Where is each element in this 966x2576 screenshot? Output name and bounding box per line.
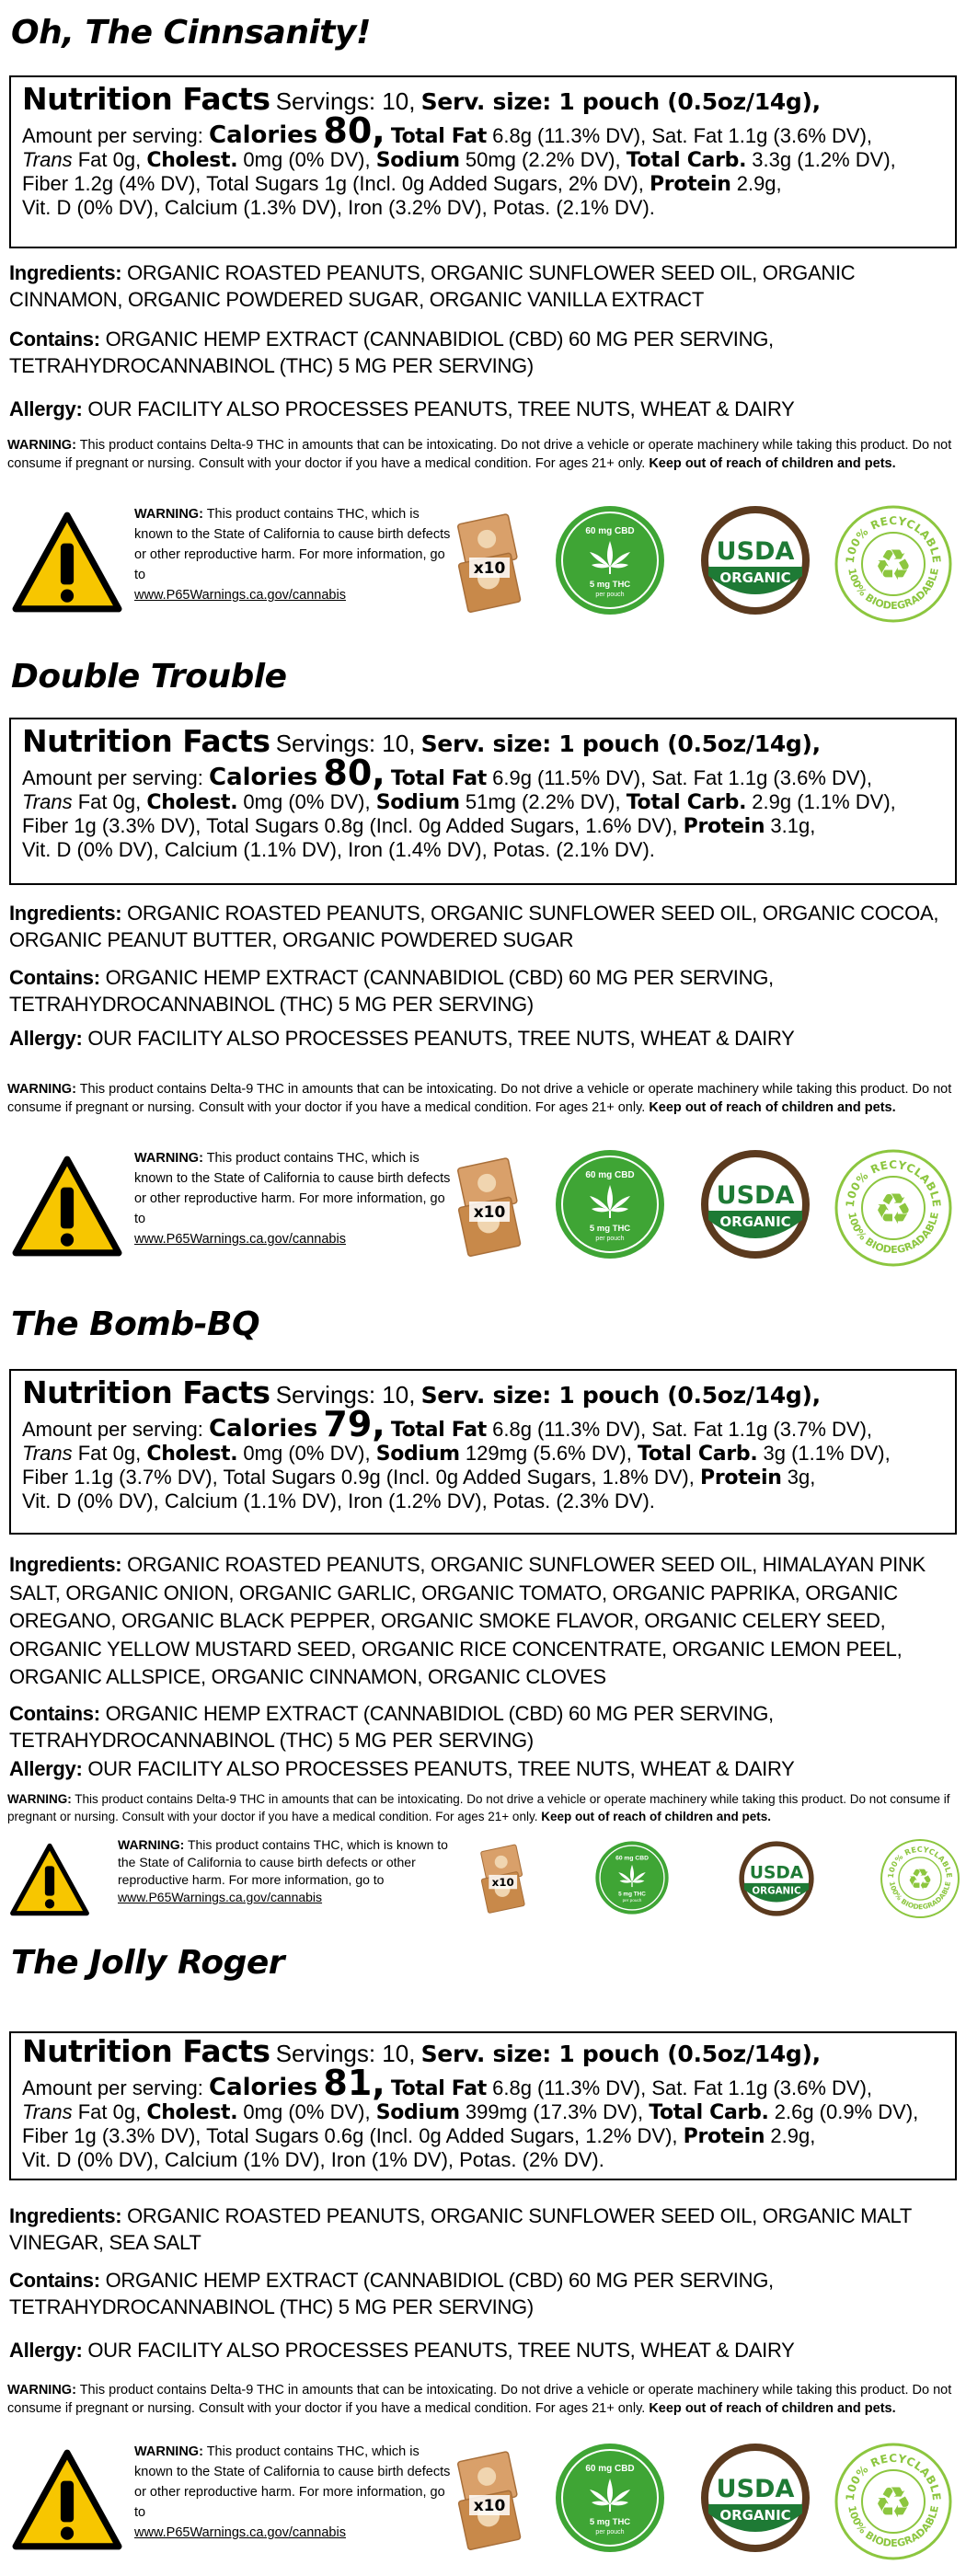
svg-text:♻: ♻ xyxy=(874,540,913,590)
svg-text:USDA: USDA xyxy=(716,537,795,566)
servings: Servings: 10, xyxy=(275,87,416,115)
svg-text:ORGANIC: ORGANIC xyxy=(719,569,791,586)
warning-triangle-icon xyxy=(11,1154,123,1259)
usda-organic-badge xyxy=(699,2442,811,2554)
nutrition-line-3: Fiber 1.2g (4% DV), Total Sugars 1g (Incl. 0g Added Sugars, 2% DV), Protein 2.9g, xyxy=(22,172,782,196)
badge-row xyxy=(0,1144,966,1273)
nutrition-line-3: Fiber 1.1g (3.7% DV), Total Sugars 0.9g (Incl. 0g Added Sugars, 1.8% DV), Protein 3g, xyxy=(22,1466,816,1489)
cbd-thc-badge xyxy=(554,1148,666,1260)
svg-text:x10: x10 xyxy=(491,1875,514,1889)
serving-size: Serv. size: 1 pouch (0.5oz/14g), xyxy=(420,730,821,757)
nutrition-line-2: Trans Fat 0g, Cholest. 0mg (0% DV), Sodium 399mg (17.3% DV), Total Carb. 2.6g (0.9% DV), xyxy=(22,2100,919,2124)
product-title: Double Trouble xyxy=(11,658,287,696)
svg-text:ORGANIC: ORGANIC xyxy=(719,2507,791,2524)
ingredients: Ingredients: ORGANIC ROASTED PEANUTS, ORGANIC SUNFLOWER SEED OIL, HIMALAYAN PINK SALT, ORGANIC ONION, ORGANIC GARLIC, ORGANIC TOMATO, ORGANIC PAPRIKA, ORGANIC OREGANO, ORGANIC BLACK PEPPER, ORGANIC SMOKE FLAVOR, ORGANIC CELERY SEED, ORGANIC YELLOW MUSTARD SEED, ORGANIC RICE CONCENTRATE, ORGANIC LEMON PEEL, ORGANIC ALLSPICE, ORGANIC CINNAMON, ORGANIC CLOVES xyxy=(9,1553,926,1688)
nutrition-line-calories: Amount per serving: Calories 79, Total Fat 6.8g (11.3% DV), Sat. Fat 1.1g (3.7% DV), xyxy=(22,1404,873,1444)
ingredients: Ingredients: ORGANIC ROASTED PEANUTS, ORGANIC SUNFLOWER SEED OIL, ORGANIC COCOA, ORGANIC PEANUT BUTTER, ORGANIC POWDERED SUGAR xyxy=(9,902,939,951)
svg-text:100% RECYCLABLE: 100% RECYCLABLE xyxy=(843,1157,944,1208)
usda-organic-badge xyxy=(738,1840,815,1917)
svg-text:per pouch: per pouch xyxy=(595,592,625,598)
svg-text:5 mg THC: 5 mg THC xyxy=(589,1224,631,1234)
prop65-warning: WARNING: This product contains THC, which is known to the State of California to cause birth defects or other reproductive harm. For more information, go to www.P65Warnings.ca.gov/cannabis xyxy=(134,1151,451,1247)
nutrition-line-4: Vit. D (0% DV), Calcium (1.1% DV), Iron (1.2% DV), Potas. (2.3% DV). xyxy=(22,1489,655,1512)
nutrition-line-calories: Amount per serving: Calories 81, Total Fat 6.8g (11.3% DV), Sat. Fat 1.1g (3.6% DV), xyxy=(22,2063,873,2103)
servings: Servings: 10, xyxy=(275,730,416,757)
nutrition-line-4: Vit. D (0% DV), Calcium (1.3% DV), Iron (3.2% DV), Potas. (2.1% DV). xyxy=(22,196,655,219)
nutrition-facts-title: Nutrition Facts xyxy=(22,1374,270,1410)
nutrition-facts-box xyxy=(9,718,957,885)
usda-organic-badge xyxy=(699,504,811,616)
svg-text:5 mg THC: 5 mg THC xyxy=(618,1891,646,1898)
allergy: Allergy: OUR FACILITY ALSO PROCESSES PEANUTS, TREE NUTS, WHEAT & DAIRY xyxy=(9,1027,795,1050)
nutrition-facts-title: Nutrition Facts xyxy=(22,81,270,117)
nutrition-line-3: Fiber 1g (3.3% DV), Total Sugars 0.6g (Incl. 0g Added Sugars, 1.2% DV), Protein 2.9g, xyxy=(22,2124,816,2148)
thc-warning: WARNING: This product contains Delta-9 THC in amounts that can be intoxicating. Do not drive a vehicle or operate machinery while taking this product. Do not consume if pregnant or nursing. Consult with your doctor if you have a medical condition. For ages 21+ only. Keep out of reach of children and pets. xyxy=(7,438,952,471)
cbd-thc-badge xyxy=(594,1840,670,1915)
servings: Servings: 10, xyxy=(275,1381,416,1409)
pouch-x10-icon xyxy=(475,1838,530,1915)
badge-row xyxy=(0,500,966,629)
serving-size: Serv. size: 1 pouch (0.5oz/14g), xyxy=(420,88,821,115)
svg-text:100% RECYCLABLE: 100% RECYCLABLE xyxy=(843,513,944,564)
serving-size: Serv. size: 1 pouch (0.5oz/14g), xyxy=(420,1382,821,1409)
svg-text:ORGANIC: ORGANIC xyxy=(752,1885,801,1897)
badge-row xyxy=(0,1831,966,1919)
recyclable-badge xyxy=(834,504,953,624)
contains: Contains: ORGANIC HEMP EXTRACT (CANNABIDIOL (CBD) 60 MG PER SERVING, TETRAHYDROCANNABINOL (THC) 5 MG PER SERVING) xyxy=(9,328,774,377)
pouch-x10-icon xyxy=(449,506,528,615)
svg-text:per pouch: per pouch xyxy=(622,1898,642,1903)
svg-text:♻: ♻ xyxy=(874,2478,913,2527)
contains: Contains: ORGANIC HEMP EXTRACT (CANNABIDIOL (CBD) 60 MG PER SERVING, TETRAHYDROCANNABINOL (THC) 5 MG PER SERVING) xyxy=(9,2269,774,2318)
recyclable-badge xyxy=(880,1838,960,1919)
calories-value: 80, xyxy=(323,753,385,793)
pouch-x10-icon xyxy=(449,1150,528,1259)
svg-text:100% BIODEGRADABLE: 100% BIODEGRADABLE xyxy=(845,567,941,613)
nutrition-line-4: Vit. D (0% DV), Calcium (1% DV), Iron (1% DV), Potas. (2% DV). xyxy=(22,2148,604,2171)
svg-text:60 mg CBD: 60 mg CBD xyxy=(585,2464,635,2474)
serving-size: Serv. size: 1 pouch (0.5oz/14g), xyxy=(420,2041,821,2067)
pouch-x10-icon xyxy=(449,2444,528,2552)
contains: Contains: ORGANIC HEMP EXTRACT (CANNABIDIOL (CBD) 60 MG PER SERVING, TETRAHYDROCANNABINOL (THC) 5 MG PER SERVING) xyxy=(9,966,774,1016)
svg-text:♻: ♻ xyxy=(907,1863,933,1897)
cbd-thc-badge xyxy=(554,2442,666,2554)
nutrition-facts-box xyxy=(9,75,957,248)
thc-warning: WARNING: This product contains Delta-9 THC in amounts that can be intoxicating. Do not drive a vehicle or operate machinery while taking this product. Do not consume if pregnant or nursing. Consult with your doctor if you have a medical condition. For ages 21+ only. Keep out of reach of children and pets. xyxy=(7,1082,952,1115)
calories-value: 79, xyxy=(323,1404,385,1444)
svg-text:60 mg CBD: 60 mg CBD xyxy=(585,526,635,536)
nutrition-facts-box xyxy=(9,2031,957,2180)
nutrition-facts-header xyxy=(22,1376,944,1413)
product-title: The Jolly Roger xyxy=(11,1944,285,1982)
svg-text:5 mg THC: 5 mg THC xyxy=(589,580,631,590)
allergy: Allergy: OUR FACILITY ALSO PROCESSES PEANUTS, TREE NUTS, WHEAT & DAIRY xyxy=(9,397,795,420)
svg-text:5 mg THC: 5 mg THC xyxy=(589,2517,631,2527)
servings: Servings: 10, xyxy=(275,2040,416,2067)
nutrition-facts-box xyxy=(9,1369,957,1535)
prop65-warning: WARNING: This product contains THC, which is known to the State of California to cause birth defects or other reproductive harm. For more information, go to www.P65Warnings.ca.gov/cannabis xyxy=(134,2444,451,2540)
recyclable-badge xyxy=(834,1148,953,1268)
svg-text:60 mg CBD: 60 mg CBD xyxy=(585,1170,635,1180)
svg-text:100% BIODEGRADABLE: 100% BIODEGRADABLE xyxy=(887,1880,953,1912)
svg-text:♻: ♻ xyxy=(874,1184,913,1234)
nutrition-facts-header xyxy=(22,83,944,120)
nutrition-line-3: Fiber 1g (3.3% DV), Total Sugars 0.8g (Incl. 0g Added Sugars, 1.6% DV), Protein 3.1g, xyxy=(22,814,816,838)
svg-text:ORGANIC: ORGANIC xyxy=(719,1213,791,1230)
thc-warning: WARNING: This product contains Delta-9 THC in amounts that can be intoxicating. Do not drive a vehicle or operate machinery while taking this product. Do not consume if pregnant or nursing. Consult with your doctor if you have a medical condition. For ages 21+ only. Keep out of reach of children and pets. xyxy=(7,1792,950,1823)
svg-text:USDA: USDA xyxy=(716,1181,795,1210)
svg-text:100% BIODEGRADABLE: 100% BIODEGRADABLE xyxy=(845,1211,941,1257)
product-title: The Bomb-BQ xyxy=(11,1305,260,1343)
nutrition-facts-title: Nutrition Facts xyxy=(22,2033,270,2069)
ingredients: Ingredients: ORGANIC ROASTED PEANUTS, ORGANIC SUNFLOWER SEED OIL, ORGANIC CINNAMON, ORGANIC POWDERED SUGAR, ORGANIC VANILLA EXTRACT xyxy=(9,261,856,311)
svg-text:x10: x10 xyxy=(473,2497,506,2515)
svg-text:100% RECYCLABLE: 100% RECYCLABLE xyxy=(885,1844,955,1879)
recyclable-badge xyxy=(834,2442,953,2561)
svg-text:per pouch: per pouch xyxy=(595,1236,625,1242)
warning-triangle-icon xyxy=(11,2447,123,2552)
svg-text:100% BIODEGRADABLE: 100% BIODEGRADABLE xyxy=(845,2504,941,2550)
nutrition-line-2: Trans Fat 0g, Cholest. 0mg (0% DV), Sodium 129mg (5.6% DV), Total Carb. 3g (1.1% DV), xyxy=(22,1442,891,1466)
nutrition-facts-title: Nutrition Facts xyxy=(22,723,270,759)
svg-text:per pouch: per pouch xyxy=(595,2529,625,2536)
svg-text:60 mg CBD: 60 mg CBD xyxy=(615,1855,649,1862)
nutrition-line-2: Trans Fat 0g, Cholest. 0mg (0% DV), Sodium 51mg (2.2% DV), Total Carb. 2.9g (1.1% DV), xyxy=(22,790,896,814)
warning-triangle-icon xyxy=(11,510,123,615)
allergy: Allergy: OUR FACILITY ALSO PROCESSES PEANUTS, TREE NUTS, WHEAT & DAIRY xyxy=(9,1757,795,1780)
nutrition-line-calories: Amount per serving: Calories 80, Total Fat 6.9g (11.5% DV), Sat. Fat 1.1g (3.6% DV), xyxy=(22,753,873,793)
svg-text:x10: x10 xyxy=(473,559,506,578)
badge-row xyxy=(0,2438,966,2567)
product-title: Oh, The Cinnsanity! xyxy=(11,14,371,52)
nutrition-line-4: Vit. D (0% DV), Calcium (1.1% DV), Iron (1.4% DV), Potas. (2.1% DV). xyxy=(22,838,655,861)
ingredients: Ingredients: ORGANIC ROASTED PEANUTS, ORGANIC SUNFLOWER SEED OIL, ORGANIC MALT VINEGAR, SEA SALT xyxy=(9,2204,912,2254)
calories-value: 80, xyxy=(323,110,385,151)
nutrition-line-2: Trans Fat 0g, Cholest. 0mg (0% DV), Sodium 50mg (2.2% DV), Total Carb. 3.3g (1.2% DV), xyxy=(22,148,896,172)
warning-triangle-icon xyxy=(9,1842,90,1917)
svg-text:USDA: USDA xyxy=(749,1863,804,1883)
usda-organic-badge xyxy=(699,1148,811,1260)
contains: Contains: ORGANIC HEMP EXTRACT (CANNABIDIOL (CBD) 60 MG PER SERVING, TETRAHYDROCANNABINOL (THC) 5 MG PER SERVING) xyxy=(9,1702,774,1752)
svg-text:100% RECYCLABLE: 100% RECYCLABLE xyxy=(843,2451,944,2501)
nutrition-line-calories: Amount per serving: Calories 80, Total Fat 6.8g (11.3% DV), Sat. Fat 1.1g (3.6% DV), xyxy=(22,110,873,151)
cbd-thc-badge xyxy=(554,504,666,616)
svg-text:x10: x10 xyxy=(473,1203,506,1222)
prop65-warning: WARNING: This product contains THC, which is known to the State of California to cause birth defects or other reproductive harm. For more information, go to www.P65Warnings.ca.gov/cannabis xyxy=(134,507,451,603)
allergy: Allergy: OUR FACILITY ALSO PROCESSES PEANUTS, TREE NUTS, WHEAT & DAIRY xyxy=(9,2339,795,2362)
calories-value: 81, xyxy=(323,2063,385,2103)
nutrition-facts-header xyxy=(22,725,944,762)
nutrition-facts-header xyxy=(22,2035,944,2072)
thc-warning: WARNING: This product contains Delta-9 THC in amounts that can be intoxicating. Do not drive a vehicle or operate machinery while taking this product. Do not consume if pregnant or nursing. Consult with your doctor if you have a medical condition. For ages 21+ only. Keep out of reach of children and pets. xyxy=(7,2383,952,2416)
prop65-warning: WARNING: This product contains THC, which is known to the State of California to cause birth defects or other reproductive harm. For more information, go to www.P65Warnings.ca.gov/cannabis xyxy=(118,1837,448,1904)
svg-text:USDA: USDA xyxy=(716,2475,795,2503)
